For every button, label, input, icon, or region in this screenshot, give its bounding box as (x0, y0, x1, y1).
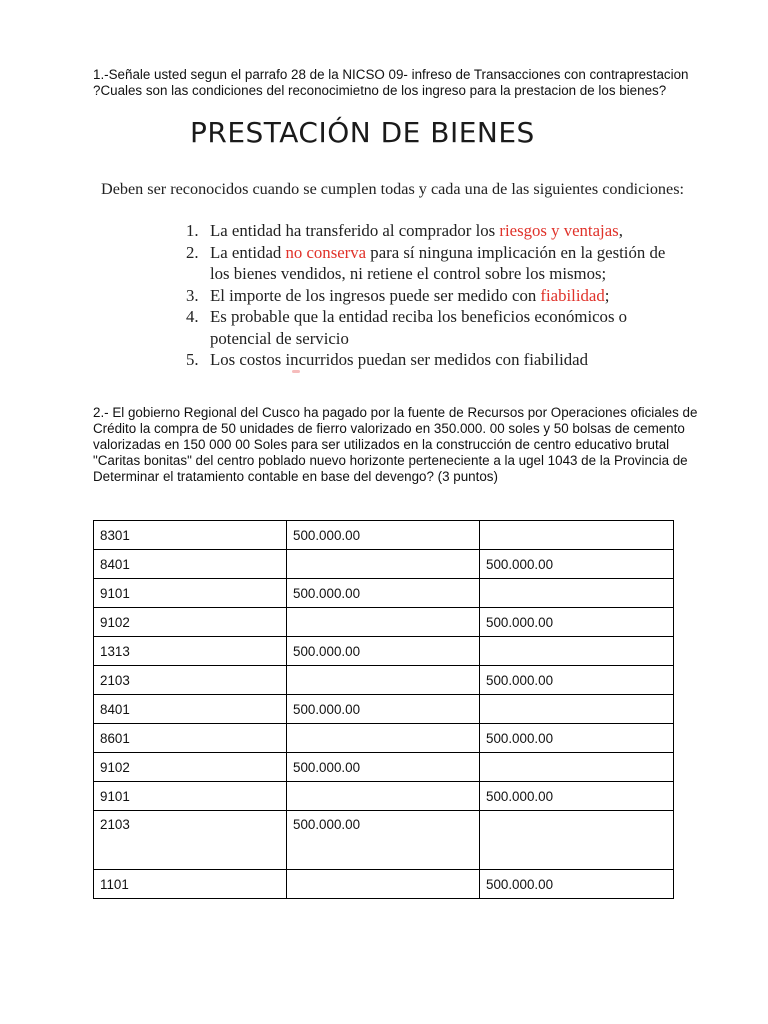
credit-cell (480, 521, 674, 550)
table-row (94, 870, 674, 899)
condition-text-part: Los costos incurridos puedan ser medidos con fiabilidad (210, 350, 588, 369)
question-2-line-4: "Caritas bonitas" del centro poblado nuevo horizonte perteneciente a la ugel 1043 de la Provincia de (93, 453, 688, 468)
question-2-line-5: Determinar el tratamiento contable en base del devengo? (3 puntos) (93, 469, 498, 484)
condition-item (186, 285, 686, 307)
account-cell: 9101 (94, 579, 287, 608)
condition-text-part: El importe de los ingresos puede ser medido con (210, 285, 541, 305)
debit-cell (287, 608, 480, 637)
account-cell: 9102 (94, 753, 287, 782)
account-cell: 8601 (94, 724, 287, 753)
condition-text (210, 306, 686, 349)
table-row (94, 666, 674, 695)
table-row (94, 608, 674, 637)
condition-text (210, 349, 686, 371)
condition-highlight: fiabilidad (540, 285, 605, 305)
debit-cell (287, 870, 480, 899)
account-cell: 8401 (94, 695, 287, 724)
credit-cell: 500.000.00 (480, 550, 674, 579)
condition-number: 1. (186, 221, 199, 240)
condition-item (186, 220, 686, 242)
question-2-line-1: 2.- El gobierno Regional del Cusco ha pagado por la fuente de Recursos por Operaciones oficiales de (93, 405, 698, 420)
condition-text-part: ; (604, 285, 610, 305)
question-2 (93, 405, 698, 485)
account-cell: 8401 (94, 550, 287, 579)
debit-cell: 500.000.00 (287, 521, 480, 550)
credit-cell: 500.000.00 (480, 608, 674, 637)
debit-cell (287, 724, 480, 753)
table-row (94, 550, 674, 579)
table-row (94, 521, 674, 550)
credit-cell: 500.000.00 (480, 724, 674, 753)
credit-cell (480, 753, 674, 782)
conditions-list (186, 220, 686, 371)
table-row (94, 782, 674, 811)
condition-text-part: La entidad (210, 242, 286, 262)
debit-cell: 500.000.00 (287, 811, 480, 870)
condition-number: 3. (186, 285, 199, 305)
credit-cell: 500.000.00 (480, 782, 674, 811)
condition-highlight: no conserva (285, 242, 367, 262)
account-cell: 2103 (94, 666, 287, 695)
credit-cell: 500.000.00 (480, 870, 674, 899)
question-2-line-2: Crédito la compra de 50 unidades de fierro valorizado en 350.000. 00 soles y 50 bolsas de cemento (93, 421, 685, 436)
condition-text-part: , (618, 221, 623, 240)
condition-text-part: La entidad ha transferido al comprador los (210, 221, 500, 240)
question-2-line-3: valorizadas en 150 000 00 Soles para ser utilizados en la construcción de centro educativo brutal (93, 437, 670, 452)
debit-cell: 500.000.00 (287, 579, 480, 608)
condition-item (186, 306, 686, 349)
credit-cell (480, 637, 674, 666)
question-1-line-1: 1.-Señale usted segun el parrafo 28 de la NICSO 09- infreso de Transacciones con contraprestacion (93, 67, 689, 82)
table-row (94, 637, 674, 666)
condition-number: 5. (186, 350, 199, 369)
condition-text (210, 220, 686, 242)
table-row (94, 753, 674, 782)
condition-highlight: riesgos y ventajas (499, 221, 619, 240)
account-cell: 8301 (94, 521, 287, 550)
condition-text (210, 242, 686, 285)
condition-text (210, 285, 686, 307)
table-row (94, 724, 674, 753)
debit-cell (287, 666, 480, 695)
credit-cell (480, 579, 674, 608)
condition-text-part: Es probable que la entidad reciba los beneficios económicos o potencial de servicio (210, 307, 628, 348)
debit-cell (287, 782, 480, 811)
debit-cell: 500.000.00 (287, 753, 480, 782)
credit-cell: 500.000.00 (480, 666, 674, 695)
figure-title: PRESTACIÓN DE BIENES (190, 116, 535, 149)
table-row (94, 811, 674, 870)
question-1 (93, 67, 693, 99)
credit-cell (480, 695, 674, 724)
debit-cell (287, 550, 480, 579)
condition-item (186, 242, 686, 285)
condition-number: 2. (186, 242, 199, 262)
account-cell: 9102 (94, 608, 287, 637)
debit-cell: 500.000.00 (287, 637, 480, 666)
table-row (94, 695, 674, 724)
figure-intro: Deben ser reconocidos cuando se cumplen todas y cada una de las siguientes condiciones: (101, 180, 685, 198)
condition-item (186, 349, 686, 371)
account-cell: 9101 (94, 782, 287, 811)
account-cell: 1101 (94, 870, 287, 899)
table-row (94, 579, 674, 608)
question-1-line-2: ?Cuales son las condiciones del reconocimietno de los ingreso para la prestacion de los bienes? (93, 83, 667, 98)
debit-cell: 500.000.00 (287, 695, 480, 724)
condition-text-part: para sí ninguna implicación en la gestión de los bienes vendidos, ni retiene el control sobre los mismos; (210, 242, 666, 283)
credit-cell (480, 811, 674, 870)
condition-number: 4. (186, 307, 199, 326)
account-cell: 2103 (94, 811, 287, 870)
ledger-table (93, 520, 674, 899)
account-cell: 1313 (94, 637, 287, 666)
red-mark (292, 370, 300, 373)
